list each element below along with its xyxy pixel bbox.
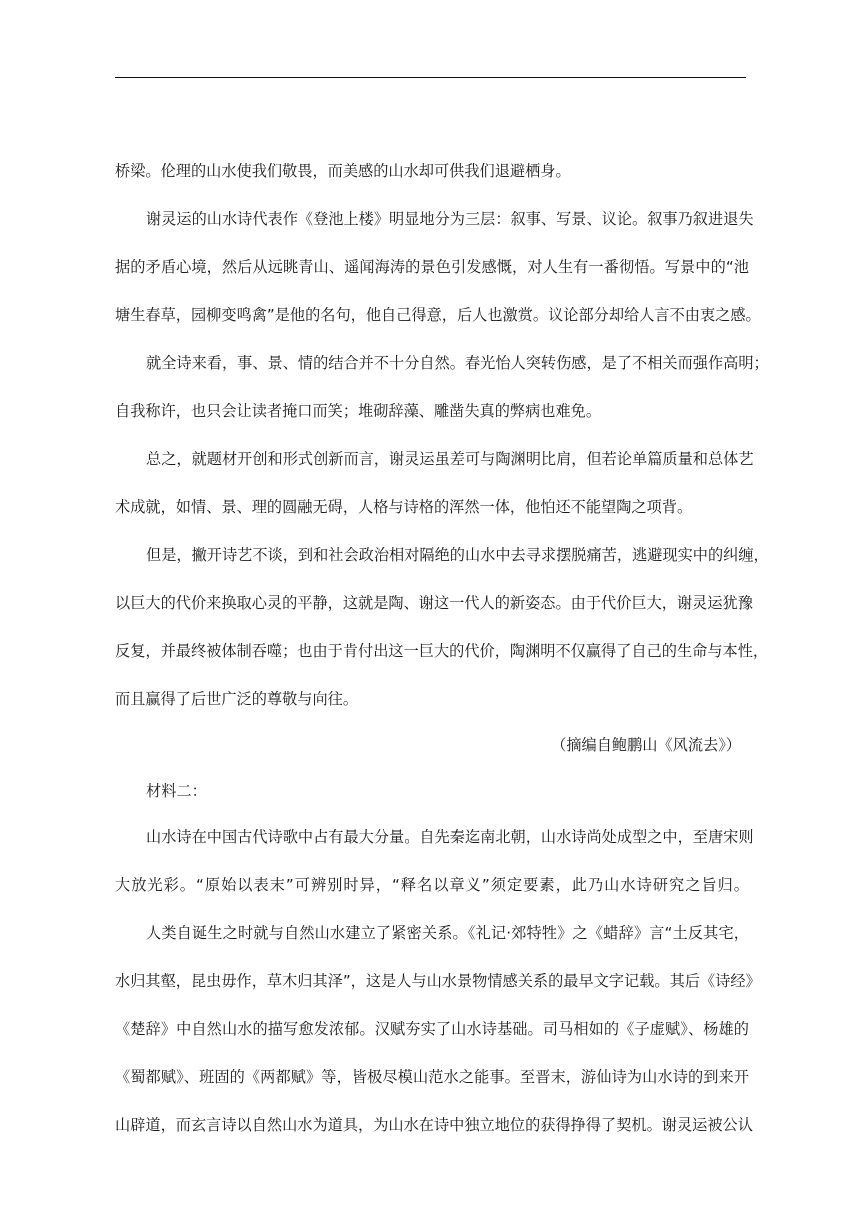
section-heading: 材料二： [146, 782, 207, 800]
text-line: 反复，并最终被体制吞噬；也由于肯付出这一巨大的代价，陶渊明不仅赢得了自己的生命与本性， [115, 642, 769, 660]
text-line: 塘生春草，园柳变鸣禽”是他的名句，他自己得意，后人也激赏。议论部分却给人言不由衷之感。 [115, 306, 761, 324]
text-line: 据的矛盾心境，然后从远眺青山、遥闻海涛的景色引发感慨，对人生有一番彻悟。写景中的“池 [115, 258, 749, 276]
document-body [115, 162, 769, 1164]
text-line: 《楚辞》中自然山水的描写愈发浓郁。汉赋夯实了山水诗基础。司马相如的《子虚赋》、杨雄的 [115, 1020, 749, 1038]
source-citation: （摘编自鲍鹏山《风流去》） [551, 736, 741, 754]
text-line: 术成就，如情、景、理的圆融无碍，人格与诗格的浑然一体，他怕还不能望陶之项背。 [115, 498, 693, 516]
text-line: 山水诗在中国古代诗歌中占有最大分量。自先秦迄南北朝，山水诗尚处成型之中，至唐宋则 [146, 828, 754, 846]
text-line: 桥梁。伦理的山水使我们敬畏，而美感的山水却可供我们退避栖身。 [115, 162, 571, 180]
text-line: 而且赢得了后世广泛的尊敬与向往。 [115, 690, 358, 708]
text-line: 山辟道，而玄言诗以自然山水为道具，为山水在诗中独立地位的获得挣得了契机。谢灵运被公认 [115, 1116, 753, 1134]
header-rule [115, 77, 746, 78]
text-line: 大放光彩。“原始以表末”可辨别时异，“释名以章义”须定要素，此乃山水诗研究之旨归。 [115, 876, 749, 894]
text-line: 《蜀都赋》、班固的《两都赋》等，皆极尽模山范水之能事。至晋末，游仙诗为山水诗的到来开 [115, 1068, 749, 1086]
text-line: 但是，撇开诗艺不谈，到和社会政治相对隔绝的山水中去寻求摆脱痛苦，逃避现实中的纠缠， [146, 546, 769, 564]
text-line: 谢灵运的山水诗代表作《登池上楼》明显地分为三层：叙事、写景、议论。叙事乃叙进退失 [146, 210, 754, 228]
text-line: 以巨大的代价来换取心灵的平静，这就是陶、谢这一代人的新姿态。由于代价巨大，谢灵运犹豫 [115, 594, 753, 612]
text-line: 就全诗来看，事、景、情的结合并不十分自然。春光怡人突转伤感，是了不相关而强作高明； [146, 354, 769, 372]
text-line: 总之，就题材开创和形式创新而言，谢灵运虽差可与陶渊明比肩，但若论单篇质量和总体艺 [146, 450, 754, 468]
text-line: 自我称许，也只会让读者掩口而笑；堆砌辞藻、雕凿失真的弊病也难免。 [115, 402, 601, 420]
text-line: 人类自诞生之时就与自然山水建立了紧密关系。《礼记·郊特牲》之《蜡辞》言“土反其宅， [146, 924, 749, 942]
text-line: 水归其壑，昆虫毋作，草木归其泽”，这是人与山水景物情感关系的最早文字记载。其后《诗经》 [115, 972, 761, 990]
